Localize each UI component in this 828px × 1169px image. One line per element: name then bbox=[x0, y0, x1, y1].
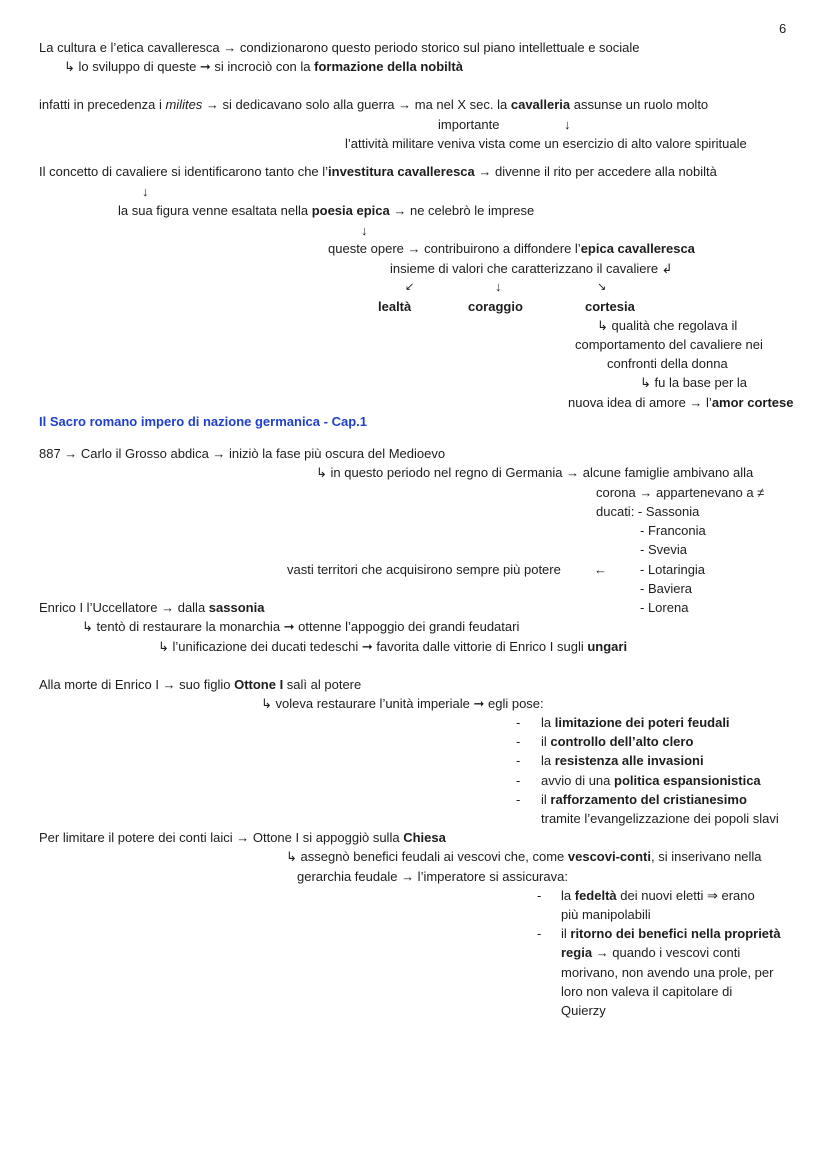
point-ritorno-3: morivano, non avendo una prole, per bbox=[561, 965, 774, 980]
bullet-dash: - bbox=[516, 773, 521, 788]
line-cortesia-3: confronti della donna bbox=[607, 356, 728, 371]
arrow-right-down: ↘ bbox=[597, 281, 607, 293]
bullet-5-cont: tramite l’evangelizzazione dei popoli slavi bbox=[541, 811, 779, 826]
line-enrico: Enrico I l’Uccellatore → dalla sassonia bbox=[39, 600, 265, 615]
line-figura: la sua figura venne esaltata nella poesia epica → ne celebrò le imprese bbox=[118, 203, 535, 218]
line-cultura: La cultura e l’etica cavalleresca → condizionarono questo periodo storico sul piano intellettuale e sociale bbox=[39, 40, 640, 55]
arrow-left: ← bbox=[594, 562, 607, 577]
line-887: 887 → Carlo il Grosso abdica → iniziò la fase più oscura del Medioevo bbox=[39, 446, 446, 461]
bullet-dash: - bbox=[516, 753, 521, 768]
line-monarchia: ↳ tentò di restaurare la monarchia ➞ ottenne l’appoggio dei grandi feudatari bbox=[82, 619, 520, 634]
value-cortesia: cortesia bbox=[585, 299, 635, 314]
line-cortesia-2: comportamento del cavaliere nei bbox=[575, 337, 763, 352]
duchy-lotaringia: - Lotaringia bbox=[640, 562, 706, 577]
line-ottone: Alla morte di Enrico I → suo figlio Ottone I salì al potere bbox=[39, 677, 362, 692]
duchy-baviera: - Baviera bbox=[640, 581, 693, 596]
arrow-down: ↓ bbox=[495, 279, 502, 294]
duchy-sassonia: ducati: - Sassonia bbox=[596, 504, 700, 519]
value-lealta: lealtà bbox=[378, 299, 412, 314]
line-amor-cortese: nuova idea di amore → l’amor cortese bbox=[568, 395, 794, 410]
duchy-svevia: - Svevia bbox=[640, 542, 687, 557]
bullet-5: il rafforzamento del cristianesimo bbox=[541, 792, 747, 807]
bullet-3: la resistenza alle invasioni bbox=[541, 753, 704, 768]
line-concetto: Il concetto di cavaliere si identificarono tanto che l’investitura cavalleresca → divenne il rito per accedere alla nobiltà bbox=[39, 164, 717, 179]
line-insieme: insieme di valori che caratterizzano il cavaliere ↲ bbox=[390, 261, 673, 276]
line-conti-laici: Per limitare il potere dei conti laici → Ottone I si appoggiò sulla Chiesa bbox=[39, 830, 446, 845]
line-unita-imperiale: ↳ voleva restaurare l’unità imperiale ➞ egli pose: bbox=[261, 696, 544, 711]
bullet-dash: - bbox=[537, 926, 542, 941]
line-germania: ↳ in questo periodo nel regno di Germania → alcune famiglie ambivano alla bbox=[316, 465, 754, 480]
line-unificazione: ↳ l’unificazione dei ducati tedeschi ➞ favorita dalle vittorie di Enrico I sugli ungari bbox=[158, 639, 628, 654]
line-cortesia-1: ↳ qualità che regolava il bbox=[597, 318, 738, 333]
line-corona: corona → appartenevano a ≠ bbox=[596, 485, 765, 500]
bullet-dash: - bbox=[537, 888, 542, 903]
bullet-4: avvio di una politica espansionistica bbox=[541, 773, 761, 788]
page-number: 6 bbox=[779, 21, 787, 36]
line-opere: queste opere → contribuirono a diffondere l’epica cavalleresca bbox=[328, 241, 695, 256]
point-ritorno-2: regia → quando i vescovi conti bbox=[561, 945, 741, 960]
point-fedelta: la fedeltà dei nuovi eletti ⇒ erano bbox=[561, 888, 755, 903]
bullet-dash: - bbox=[516, 715, 521, 730]
down-arrow: ↓ bbox=[564, 117, 571, 132]
line-attivita: l’attività militare veniva vista come un esercizio di alto valore spirituale bbox=[345, 136, 747, 151]
down-arrow: ↓ bbox=[142, 184, 149, 199]
section-title: Il Sacro romano impero di nazione germanica - Cap.1 bbox=[39, 414, 367, 429]
line-vasti-territori: vasti territori che acquisirono sempre più potere bbox=[287, 562, 561, 577]
bullet-dash: - bbox=[516, 792, 521, 807]
line-gerarchia: gerarchia feudale → l’imperatore si assicurava: bbox=[297, 869, 568, 884]
down-arrow: ↓ bbox=[361, 223, 368, 238]
line-benefici: ↳ assegnò benefici feudali ai vescovi che, come vescovi-conti, si inserivano nella bbox=[286, 849, 762, 864]
duchy-franconia: - Franconia bbox=[640, 523, 706, 538]
line-importante: importante bbox=[438, 117, 500, 132]
line-sviluppo: ↳ lo sviluppo di queste ➞ si incrociò con la formazione della nobiltà bbox=[64, 59, 463, 74]
point-ritorno-4: loro non valeva il capitolare di bbox=[561, 984, 733, 999]
point-ritorno-5: Quierzy bbox=[561, 1003, 606, 1018]
point-fedelta-cont: più manipolabili bbox=[561, 907, 651, 922]
bullet-1: la limitazione dei poteri feudali bbox=[541, 715, 730, 730]
bullet-2: il controllo dell’alto clero bbox=[541, 734, 694, 749]
arrow-left-down: ↙ bbox=[405, 281, 415, 293]
value-coraggio: coraggio bbox=[468, 299, 523, 314]
point-ritorno: il ritorno dei benefici nella proprietà bbox=[561, 926, 781, 941]
bullet-dash: - bbox=[516, 734, 521, 749]
line-milites: infatti in precedenza i milites → si dedicavano solo alla guerra → ma nel X sec. la cavalleria assunse un ruolo molto bbox=[39, 97, 709, 112]
line-cortesia-4: ↳ fu la base per la bbox=[640, 375, 748, 390]
duchy-lorena: - Lorena bbox=[640, 600, 689, 615]
